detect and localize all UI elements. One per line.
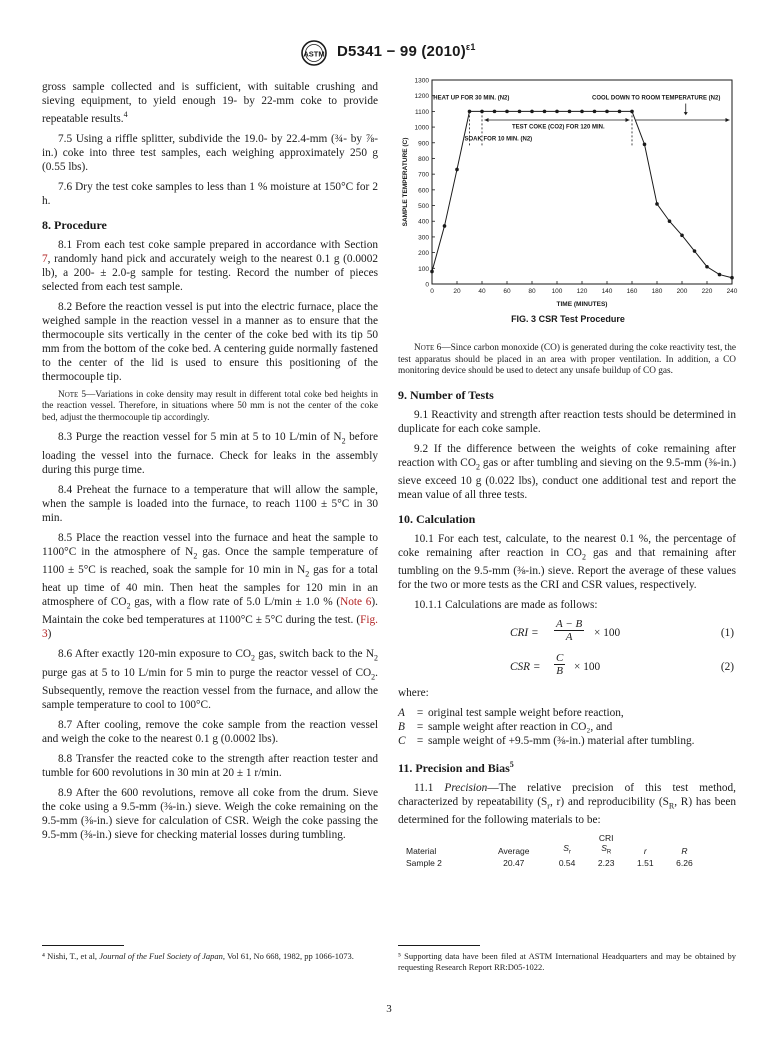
y-tick-label: 100 bbox=[418, 265, 429, 273]
figure-3 bbox=[398, 74, 738, 334]
paragraph-intro: gross sample collected and is sufficient, with suitable crushing and sieving equipment, to yield enough 19- by 22-mm coke to provide repeatable results.$^4$ bbox=[42, 81, 378, 125]
fig-3-link[interactable]: Fig. 3 bbox=[42, 614, 378, 641]
table-title: CRI bbox=[598, 833, 614, 844]
document-designation bbox=[337, 42, 476, 60]
paragraph-8-7: 8.7 After cooling, remove the coke sample from the reaction vessel and weigh the coke to the nearest 0.1 g (0.0002 lbs). bbox=[42, 718, 378, 745]
note-6: Note 6—Since carbon monoxide (CO) is generated during the coke reactivity test, the test apparatus should be placed in an area with proper ventilation. In addition, a CO monitoring device should be used to detect any unsafe buildup of CO gas. bbox=[398, 343, 736, 376]
equation-1-multiplier: × 100 bbox=[594, 627, 621, 639]
data-point bbox=[505, 110, 509, 114]
paragraph-8-3: 8.3 Purge the reaction vessel for 5 min at 5 to 10 L/min of $N_2$ before loading the vessel into the furnace. Check for leaks in the assembly during this purge time. bbox=[42, 431, 378, 476]
test-span-arrowhead-right bbox=[626, 118, 630, 122]
y-tick-label: 800 bbox=[418, 155, 429, 163]
table-row: Sample 2 20.47 0.54 2.23 1.51 6.26 bbox=[406, 857, 693, 868]
where-item-a: A = original test sample weight before reaction, bbox=[398, 707, 624, 719]
data-point bbox=[693, 249, 697, 253]
annotation-heat-up: HEAT UP FOR 30 MIN. (N2) bbox=[433, 95, 510, 102]
data-point bbox=[705, 265, 709, 269]
x-tick-label: 240 bbox=[726, 288, 738, 295]
x-tick-label: 40 bbox=[478, 288, 486, 295]
x-tick-label: 140 bbox=[601, 288, 613, 295]
equation-2-lhs: CSR = bbox=[510, 661, 541, 673]
test-span-arrowhead-left bbox=[485, 118, 489, 122]
y-tick-label: 200 bbox=[418, 250, 429, 258]
page-number: 3 bbox=[386, 1003, 392, 1015]
where-list bbox=[398, 706, 736, 748]
x-tick-label: 100 bbox=[551, 288, 563, 295]
y-tick-label: 1300 bbox=[414, 77, 429, 85]
paragraph-8-8: 8.8 Transfer the reacted coke to the strength after reaction tester and tumble for 600 revolutions in 30 min at 20 ± 1 r/min. bbox=[42, 752, 378, 779]
section-heading-number-of-tests: 9. Number of Tests bbox=[398, 387, 494, 402]
where-item-b: B = sample weight after reaction in CO₂, and bbox=[398, 721, 613, 733]
y-tick-label: 1100 bbox=[415, 108, 429, 116]
y-tick-label: 900 bbox=[418, 140, 429, 148]
paragraph-10-1-1: 10.1.1 Calculations are made as follows: bbox=[414, 599, 598, 611]
paragraph-8-4: 8.4 Preheat the furnace to a temperature that will allow the sample, when the sample is loaded into the furnace, to reach 1100 ± 5°C in 30 min. bbox=[42, 483, 378, 524]
x-tick-label: 20 bbox=[453, 288, 461, 295]
astm-logo-icon bbox=[299, 40, 329, 66]
equation-2-multiplier: × 100 bbox=[574, 661, 601, 673]
annotation-test-coke: TEST COKE (CO2) FOR 120 MIN. bbox=[512, 124, 605, 131]
y-tick-label: 400 bbox=[418, 218, 429, 226]
y-tick-label: 1000 bbox=[414, 124, 429, 132]
data-point bbox=[443, 224, 447, 228]
equation-2-fraction bbox=[554, 652, 565, 678]
data-point bbox=[430, 270, 434, 274]
note-6-link[interactable]: Note 6 bbox=[340, 596, 372, 609]
equation-2 bbox=[398, 652, 736, 682]
equation-1-denominator: A bbox=[565, 631, 573, 643]
csr-test-procedure-chart bbox=[398, 74, 738, 310]
data-point bbox=[668, 219, 672, 223]
right-column bbox=[398, 343, 736, 868]
data-point bbox=[730, 276, 734, 280]
y-tick-label: 300 bbox=[418, 234, 429, 242]
y-axis-label: SAMPLE TEMPERATURE (C) bbox=[402, 137, 409, 227]
section-heading-procedure: 8. Procedure bbox=[42, 217, 107, 232]
paragraph-8-2: 8.2 Before the reaction vessel is put into the electric furnace, place the weighed sample in the reaction vessel in a manner as to ensure that the thermocouple sits vertically in the center of the coke bed with its tip 50 mm from the bottom of the coke bed. A centering guide normally fastened to the center of the lid is used to ensure this positioning of the thermocouple tip. bbox=[42, 300, 378, 383]
data-point bbox=[518, 110, 522, 114]
data-point bbox=[455, 168, 459, 172]
paragraph-7-6: 7.6 Dry the test coke samples to less than 1 % moisture at 150°C for 2 h. bbox=[42, 180, 378, 207]
x-tick-label: 180 bbox=[651, 288, 663, 295]
data-point bbox=[718, 273, 722, 277]
section-heading-calculation: 10. Calculation bbox=[398, 511, 476, 526]
table-header-row: Material Average $S_r$ $S_R$ r R bbox=[406, 843, 688, 856]
document-suffix: ε1 bbox=[465, 42, 476, 52]
equation-1-number: (1) bbox=[720, 627, 734, 639]
footnote-4: ⁴ Nishi, T., et al, Journal of the Fuel Society of Japan, Vol 61, No 668, 1982, pp 1066-1073. bbox=[42, 951, 354, 961]
paragraph-9-1: 9.1 Reactivity and strength after reaction tests should be determined in duplicate for each coke sample. bbox=[398, 408, 736, 435]
annotation-soak: SOAK FOR 10 MIN. (N2) bbox=[464, 136, 533, 143]
footnote-5: ⁵ Supporting data have been filed at ASTM International Headquarters and may be obtained by requesting Research Report RR:D05-1022. bbox=[398, 951, 736, 972]
equation-2-number: (2) bbox=[720, 661, 734, 673]
paragraph-10-1: 10.1 For each test, calculate, to the nearest 0.1 %, the percentage of coke remaining after reaction in $CO_2$ gas and that remaining after tumbling on the 9.5-mm (⅜-in.) sieve. Report the average of these values for the two or more tests as the CRI and CSR values, respectively. bbox=[398, 532, 736, 591]
svg-text:ASTM: ASTM bbox=[303, 49, 325, 59]
left-column bbox=[42, 80, 378, 848]
figure-caption: FIG. 3 CSR Test Procedure bbox=[511, 314, 625, 324]
paragraph-8-1: 8.1 From each test coke sample prepared in accordance with Section 7, randomly hand pick and accurately weigh to the nearest 0.1 g (0.0002 lb), a 200- ± 2.0-g sample for testing. Record the number of pieces selected from each test sample. bbox=[42, 238, 378, 293]
data-point bbox=[655, 202, 659, 206]
equation-2-denominator: B bbox=[556, 665, 564, 677]
y-tick-label: 600 bbox=[418, 187, 429, 195]
equation-1-numerator: A − B bbox=[556, 618, 583, 630]
where-item-c: C = sample weight of +9.5-mm (⅜-in.) material after tumbling. bbox=[398, 735, 695, 747]
equation-2-numerator: C bbox=[556, 652, 564, 664]
x-tick-label: 60 bbox=[503, 288, 511, 295]
data-point bbox=[493, 110, 497, 114]
document-number: D5341 − 99 (2010) bbox=[337, 43, 466, 60]
y-tick-label: 500 bbox=[418, 203, 429, 211]
y-tick-label: 700 bbox=[418, 171, 429, 179]
paragraph-9-2: 9.2 If the difference between the weights of coke remaining after reaction with $CO_2$ gas or after tumbling and sieving on the 9.5-mm (⅜-in.) sieve exceed 10 g (0.022 lbs), conduct one additional test and report the mean value of all three tests. bbox=[398, 442, 736, 501]
data-point bbox=[643, 143, 647, 147]
annotation-cool-down: COOL DOWN TO ROOM TEMPERATURE (N2) bbox=[592, 95, 721, 102]
x-tick-label: 120 bbox=[576, 288, 588, 295]
data-point bbox=[605, 110, 609, 114]
y-tick-label: 1200 bbox=[414, 93, 429, 101]
where-label: where: bbox=[398, 687, 429, 699]
cool-arrow-head bbox=[684, 112, 688, 115]
footnote-rule-left bbox=[42, 945, 124, 946]
paragraph-7-5: 7.5 Using a riffle splitter, subdivide the 19.0- by 22.4-mm (¾- by ⅞-in.) coke into three test samples, each weighing approximately 250 g (0.55 lbs). bbox=[42, 132, 378, 173]
precision-table bbox=[404, 833, 704, 868]
page-header bbox=[0, 40, 778, 70]
paragraph-8-6: 8.6 After exactly 120-min exposure to $CO_2$ gas, switch back to the $N_2$ purge gas at 5 to 10 L/min for 5 min to purge the reactor vessel of $CO_2$. Subsequently, remove the reaction vessel from the furnace, and allow the sample temperature to cool to 100°C. bbox=[42, 648, 378, 711]
cool-span-arrowhead bbox=[726, 118, 730, 122]
data-point bbox=[555, 110, 559, 114]
equation-1 bbox=[398, 618, 736, 648]
data-point bbox=[543, 110, 547, 114]
x-axis-label: TIME (MINUTES) bbox=[556, 301, 608, 308]
paragraph-8-9: 8.9 After the 600 revolutions, remove all coke from the drum. Sieve the coke using a 9.5-mm (⅜-in.) sieve. Weigh the coke remaining on the 9.5-mm (⅜-in.) sieve for calculation of CSR. Weigh the coke passing the 9.5-mm (⅜-in.) sieve for checking material losses during tumbling. bbox=[42, 786, 378, 841]
footnote-ref: 4 bbox=[123, 110, 128, 119]
x-tick-label: 200 bbox=[676, 288, 688, 295]
equation-1-lhs: CRI = bbox=[510, 627, 539, 639]
data-point bbox=[618, 110, 622, 114]
data-point bbox=[568, 110, 572, 114]
data-point bbox=[580, 110, 584, 114]
section-heading-precision: 11. Precision and Bias$^5$ bbox=[398, 760, 514, 775]
data-point bbox=[530, 110, 534, 114]
footnote-rule-right bbox=[398, 945, 480, 946]
x-tick-label: 80 bbox=[528, 288, 536, 295]
y-tick-label: 0 bbox=[425, 281, 429, 289]
equation-1-fraction bbox=[554, 618, 584, 644]
x-tick-label: 0 bbox=[430, 288, 434, 295]
data-point bbox=[593, 110, 597, 114]
paragraph-11-1: 11.1 Precision—The relative precision of this test method, characterized by repeatability ($S_r$, r) and reproducibility ($S_R$, R) has been determined for the following materials to be: bbox=[398, 782, 737, 827]
data-point bbox=[680, 234, 684, 238]
x-tick-label: 220 bbox=[701, 288, 713, 295]
note-5: Note 5—Variations in coke density may result in different total coke bed heights in the reaction vessel. Therefore, in situations where 50 mm is not the center of the coke bed, adjust the thermocouple tip accordingly. bbox=[42, 389, 378, 423]
section-7-link[interactable]: 7 bbox=[42, 252, 48, 265]
x-tick-label: 160 bbox=[626, 288, 638, 295]
paragraph-8-5: 8.5 Place the reaction vessel into the furnace and heat the sample to 1100°C in the atmosphere of $N_2$ gas. Once the sample temperature of 1100 ± 5°C is reached, soak the sample for 10 min in $N_2$ gas for a total heat up time of 40 min. Then heat the samples for 120 min in an atmosphere of $CO_2$ gas, with a flow rate of 5.0 L/min ± 1.0 % (Note 6). Maintain the coke bed temperatures at 1100°C ± 5°C during the test. (Fig. 3) bbox=[42, 531, 379, 641]
